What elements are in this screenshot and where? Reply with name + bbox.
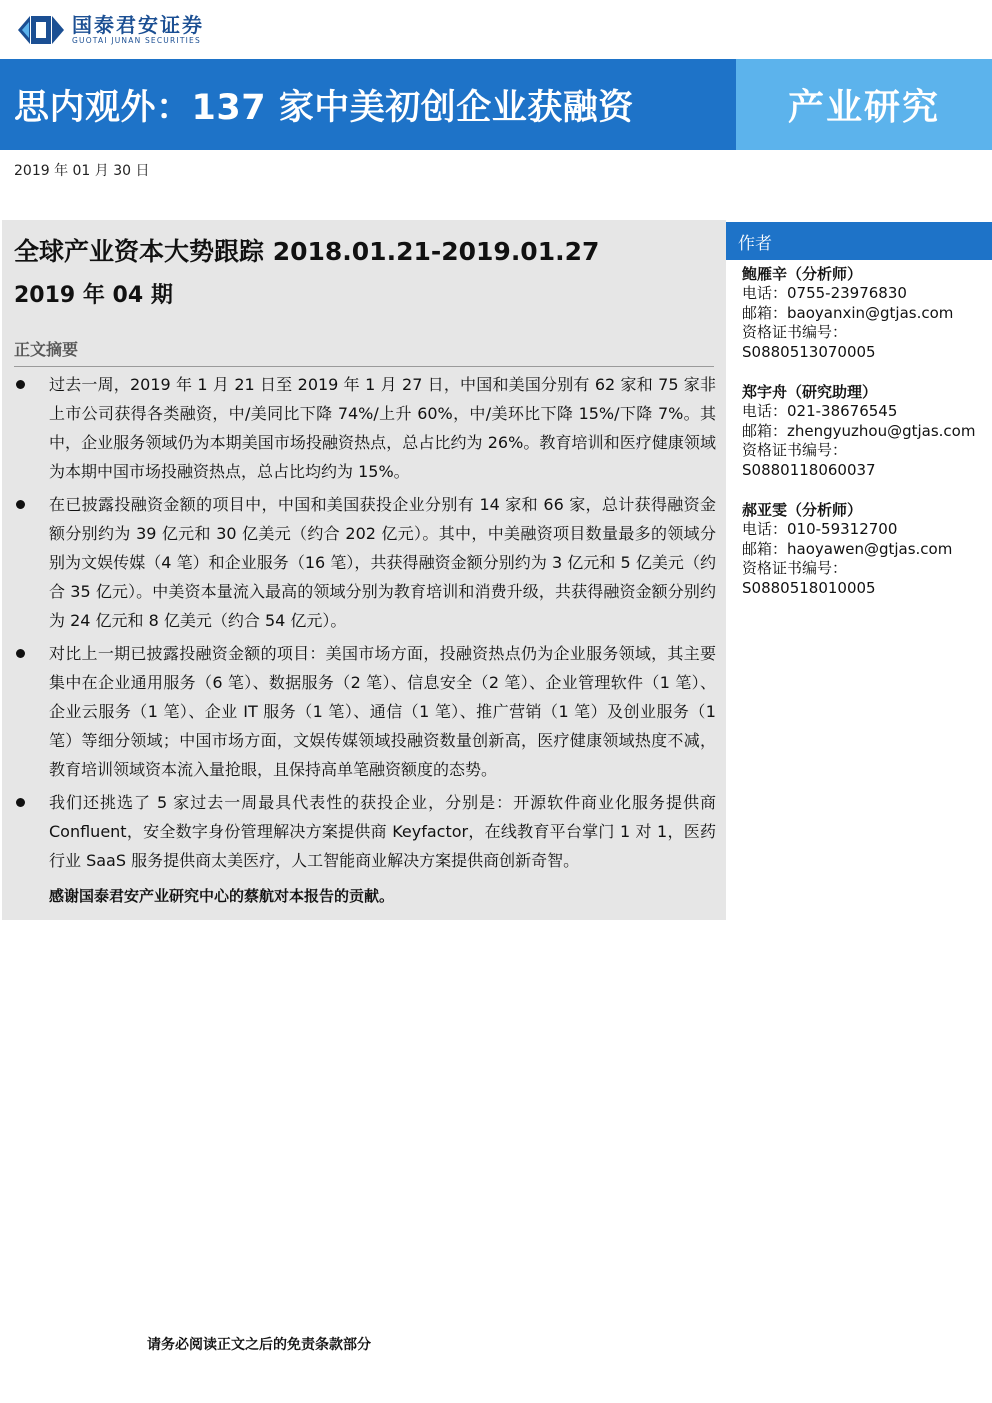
author-name: 郝亚雯（分析师） xyxy=(742,501,863,519)
list-item xyxy=(14,370,716,486)
author-cert-number: S0880518010005 xyxy=(742,578,876,597)
section-label: 正文摘要 xyxy=(14,340,79,359)
bullet-icon xyxy=(16,380,25,389)
bullet-text: 过去一周，2019 年 1 月 21 日至 2019 年 1 月 27 日，中国和美国分别有 62 家和 75 家非上市公司获得各类融资，中/美同比下降 74%/上升 60%，中/美环比下降 15%/下降 7%。其中，企业服务领域仍为本期美国市场投融资热点，总占比约为 26%。教育培训和医疗健康领域为本期中国市场投融资热点，总占比均约为 15%。 xyxy=(49,375,716,481)
bullet-text: 对比上一期已披露投融资金额的项目：美国市场方面，投融资热点仍为企业服务领域，其主要集中在企业通用服务（6 笔）、数据服务（2 笔）、信息安全（2 笔）、企业管理软件（1 笔）、企业云服务（1 笔）、企业 IT 服务（1 笔）、通信（1 笔）、推广营销（1 笔）及创业服务（1 笔）等细分领域；中国市场方面，文娱传媒领域投融资数量创新高，医疗健康领域热度不减，教育培训领域资本流入量抢眼，且保持高单笔融资额度的态势。 xyxy=(49,644,716,779)
author-name: 鲍雁辛（分析师） xyxy=(742,265,863,283)
author-card xyxy=(742,382,992,480)
author-cert-label: 资格证书编号： xyxy=(742,441,848,459)
author-email[interactable]: 邮箱：zhengyuzhou@gtjas.com xyxy=(742,421,976,440)
author-phone: 电话：021-38676545 xyxy=(742,402,898,420)
summary-bullets xyxy=(14,370,716,879)
author-phone: 电话：010-59312700 xyxy=(742,520,898,538)
report-title: 全球产业资本大势跟踪 2018.01.21-2019.01.27 xyxy=(14,237,600,266)
author-email[interactable]: 邮箱：baoyanxin@gtjas.com xyxy=(742,303,954,322)
company-name-cn: 国泰君安证券 xyxy=(72,13,204,37)
bullet-icon xyxy=(16,798,25,807)
author-cert-number: S0880118060037 xyxy=(742,460,876,479)
report-date: 2019 年 01 月 30 日 xyxy=(14,163,150,179)
author-card xyxy=(742,264,992,362)
logo-mark-icon xyxy=(18,14,64,46)
list-item xyxy=(14,788,716,875)
bullet-icon xyxy=(16,649,25,658)
author-cert-label: 资格证书编号： xyxy=(742,323,848,341)
list-item xyxy=(14,639,716,784)
author-header: 作者 xyxy=(726,222,992,260)
bullet-icon xyxy=(16,500,25,509)
title-banner xyxy=(0,59,992,150)
author-email[interactable]: 邮箱：haoyawen@gtjas.com xyxy=(742,539,953,558)
footer-disclaimer: 请务必阅读正文之后的免责条款部分 xyxy=(147,1337,371,1353)
author-cert-number: S0880513070005 xyxy=(742,342,876,361)
company-name-en: GUOTAI JUNAN SECURITIES xyxy=(72,36,201,45)
list-item xyxy=(14,490,716,635)
report-category: 产业研究 xyxy=(736,59,992,150)
bullet-text: 我们还挑选了 5 家过去一周最具代表性的获投企业，分别是：开源软件商业化服务提供商 Confluent，安全数字身份管理解决方案提供商 Keyfactor，在线教育平台掌门 1 对 1，医药行业 SaaS 服务提供商太美医疗，人工智能商业解决方案提供商创新奇智。 xyxy=(49,793,716,870)
author-card xyxy=(742,500,992,598)
section-divider xyxy=(14,366,714,367)
company-logo xyxy=(18,12,204,48)
report-headline: 思内观外：137 家中美初创企业获融资 xyxy=(0,59,736,150)
bullet-text: 在已披露投融资金额的项目中，中国和美国获投企业分别有 14 家和 66 家，总计获得融资金额分别约为 39 亿元和 30 亿美元（约合 202 亿元）。其中，中美融资项目数量最多的领域分别为文娱传媒（4 笔）和企业服务（16 笔），共获得融资金额分别约为 3 亿元和 5 亿美元（约合 35 亿元）。中美资本量流入最高的领域分别为教育培训和消费升级，共获得融资金额分别约为 24 亿元和 8 亿美元（约合 54 亿元）。 xyxy=(49,495,716,630)
author-sidebar xyxy=(726,222,992,618)
author-cert-label: 资格证书编号： xyxy=(742,559,848,577)
author-name: 郑宇舟（研究助理） xyxy=(742,383,878,401)
acknowledgement: 感谢国泰君安产业研究中心的蔡航对本报告的贡献。 xyxy=(49,887,395,905)
report-issue: 2019 年 04 期 xyxy=(14,283,173,308)
author-phone: 电话：0755-23976830 xyxy=(742,284,907,302)
